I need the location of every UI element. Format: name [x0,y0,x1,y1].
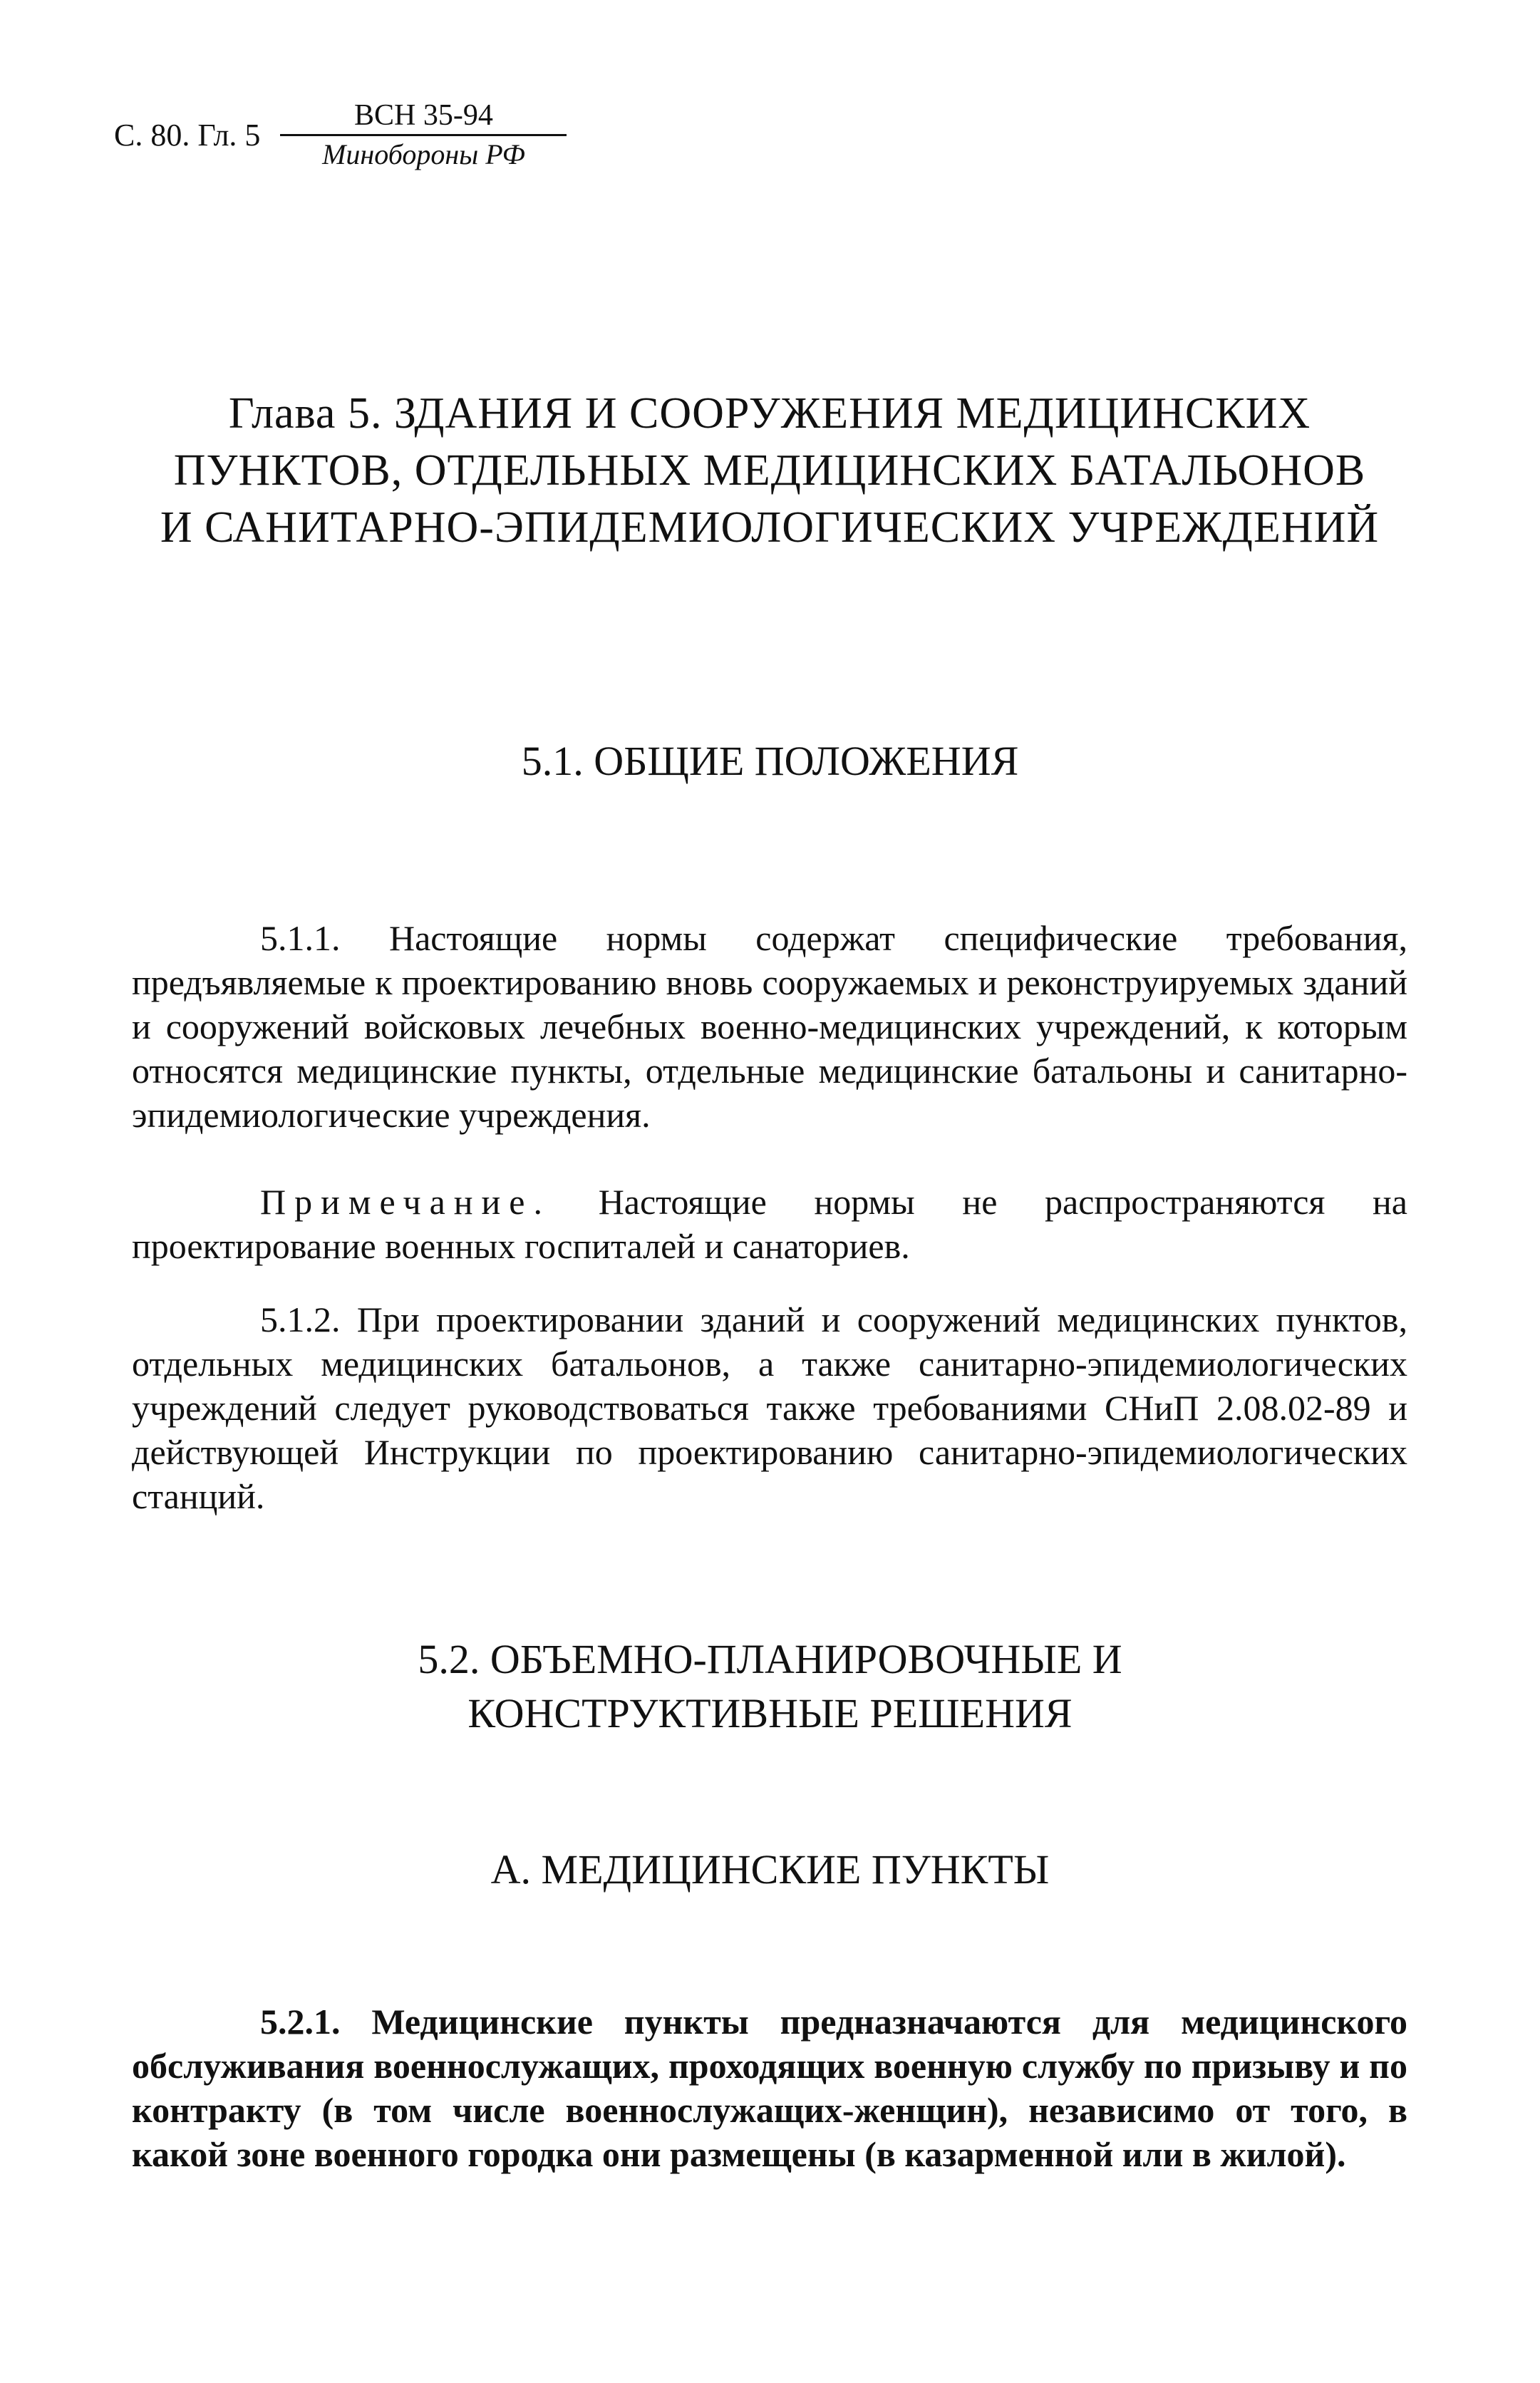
note-paragraph [132,1180,1407,1268]
paragraph-5-1-2 [132,1297,1407,1518]
norm-organization: Минобороны РФ [322,138,525,170]
page-reference: С. 80. Гл. 5 [114,117,261,153]
note-text: Настоящие нормы не распространяются на проектирование военных госпиталей и санаториев. [132,1182,1408,1266]
running-header [114,98,567,171]
chapter-title-line-3: И САНИТАРНО-ЭПИДЕМИОЛОГИЧЕСКИХ УЧРЕЖДЕНИЙ [160,503,1380,552]
section-heading-5-2 [0,1632,1540,1741]
subsection-heading-text: А. МЕДИЦИНСКИЕ ПУНКТЫ [490,1846,1050,1893]
section-heading-5-1 [0,734,1540,788]
section-heading-line-2: КОНСТРУКТИВНЫЕ РЕШЕНИЯ [467,1690,1073,1736]
norm-designation [280,98,567,171]
paragraph-text: 5.2.1. Медицинские пункты предназначаются для медицинского обслуживания военнослужащих, проходящих военную службу по призыву и по контракту (в том числе военнослужащих-женщин), независимо от того, в какой зоне военного городка они размещены (в казарменной или в жилой). [132,2002,1407,2174]
paragraph-5-2-1 [132,1999,1407,2176]
paragraph-text: 5.1.1. Настоящие нормы содержат специфические требования, предъявляемые к проектированию вновь сооружаемых и реконструируемых зданий и сооружений войсковых лечебных военно-медицинских учреждений, к которым относятся медицинские пункты, отдельные медицинские батальоны и санитарно-эпидемиологические учреждения. [132,918,1407,1135]
subsection-heading-a [0,1843,1540,1897]
chapter-title-line-2: ПУНКТОВ, ОТДЕЛЬНЫХ МЕДИЦИНСКИХ БАТАЛЬОНОВ [173,446,1366,495]
paragraph-text: 5.1.2. При проектировании зданий и сооружений медицинских пунктов, отдельных медицинских батальонов, а также санитарно-эпидемиологических учреждений следует руководствоваться также требованиями СНиП 2.08.02-89 и действующей Инструкции по проектированию санитарно-эпидемиологических станций. [132,1299,1407,1516]
chapter-title-line-1: Глава 5. ЗДАНИЯ И СООРУЖЕНИЯ МЕДИЦИНСКИХ [228,389,1311,438]
chapter-title [143,385,1397,556]
section-heading-line-1: 5.2. ОБЪЕМНО-ПЛАНИРОВОЧНЫЕ И [418,1636,1122,1682]
paragraph-5-1-1 [132,916,1407,1137]
section-heading-text: 5.1. ОБЩИЕ ПОЛОЖЕНИЯ [521,738,1019,784]
norm-code: ВСН 35-94 [280,98,567,136]
note-label: Примечание. [260,1182,552,1222]
